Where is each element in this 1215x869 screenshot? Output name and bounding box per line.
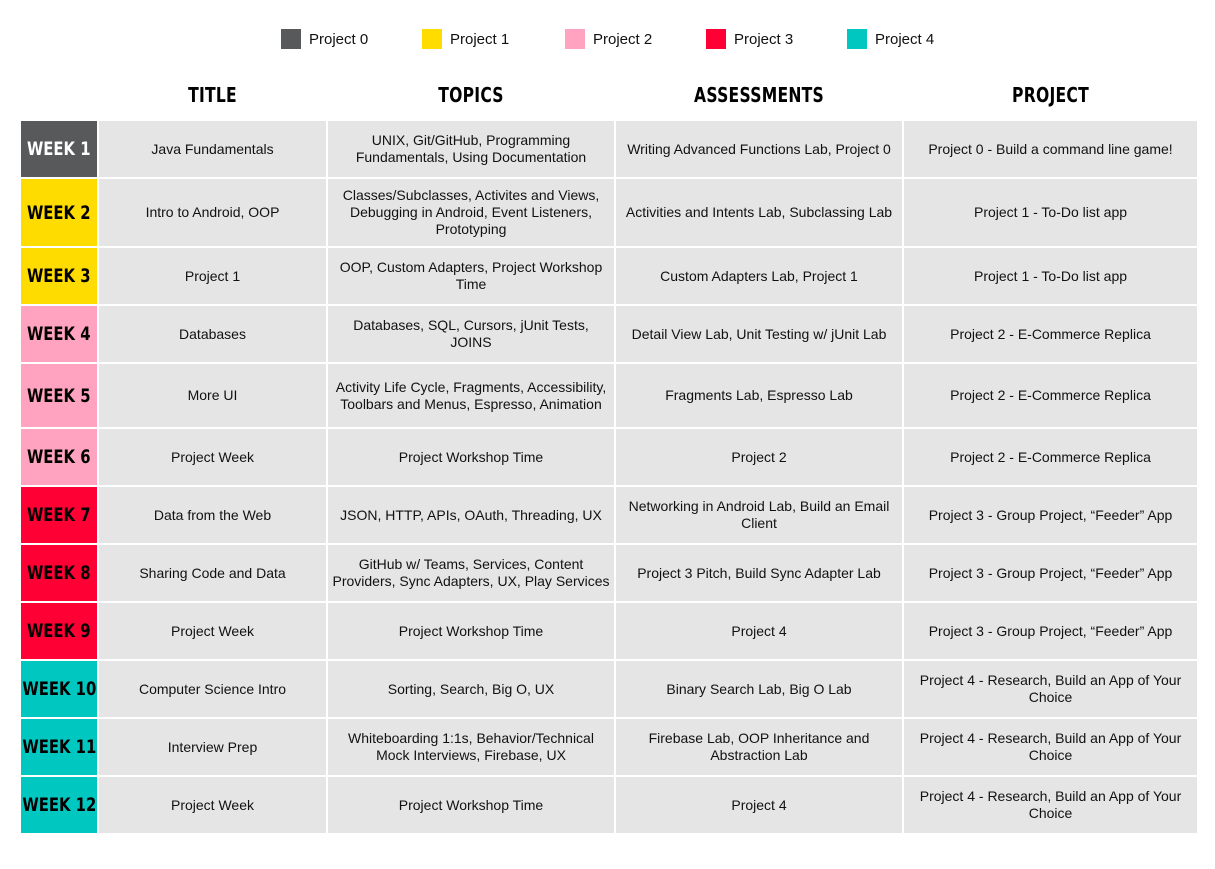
cell-topics: OOP, Custom Adapters, Project Workshop Time — [328, 248, 614, 304]
week-label — [21, 306, 97, 362]
cell-assessments: Binary Search Lab, Big O Lab — [616, 661, 902, 717]
cell-assessments: Project 3 Pitch, Build Sync Adapter Lab — [616, 545, 902, 601]
cell-title: Data from the Web — [99, 487, 326, 543]
cell-title: Project Week — [99, 429, 326, 485]
cell-title: Project 1 — [99, 248, 326, 304]
cell-topics: Project Workshop Time — [328, 429, 614, 485]
legend-item-project-1 — [422, 28, 509, 50]
legend-item-project-4 — [847, 28, 934, 50]
week-label-text: WEEK 12 — [22, 794, 96, 816]
cell-topics: Project Workshop Time — [328, 603, 614, 659]
cell-title: Project Week — [99, 777, 326, 833]
legend-label: Project 1 — [450, 30, 510, 48]
cell-topics: UNIX, Git/GitHub, Programming Fundamentals, Using Documentation — [328, 121, 614, 177]
cell-project: Project 3 - Group Project, “Feeder” App — [904, 545, 1197, 601]
week-label-text: WEEK 5 — [27, 384, 91, 407]
cell-title: Databases — [99, 306, 326, 362]
cell-project: Project 2 - E-Commerce Replica — [904, 364, 1197, 427]
week-label-text: WEEK 6 — [27, 446, 91, 468]
week-label-text: WEEK 7 — [27, 504, 91, 526]
week-label-text: WEEK 9 — [27, 620, 91, 642]
cell-assessments: Fragments Lab, Espresso Lab — [616, 364, 902, 427]
cell-project: Project 4 - Research, Build an App of Your Choice — [904, 719, 1197, 775]
legend — [0, 28, 1215, 50]
cell-topics: JSON, HTTP, APIs, OAuth, Threading, UX — [328, 487, 614, 543]
week-label — [21, 429, 97, 485]
legend-swatch — [422, 29, 442, 49]
week-label-text: WEEK 8 — [27, 562, 91, 584]
week-label-text: WEEK 11 — [22, 736, 96, 758]
legend-item-project-0 — [281, 28, 368, 50]
cell-title: Intro to Android, OOP — [99, 179, 326, 246]
legend-swatch — [565, 29, 585, 49]
legend-swatch — [847, 29, 867, 49]
week-label — [21, 487, 97, 543]
cell-topics: Sorting, Search, Big O, UX — [328, 661, 614, 717]
cell-project: Project 3 - Group Project, “Feeder” App — [904, 487, 1197, 543]
legend-item-project-3 — [706, 28, 793, 50]
week-label — [21, 545, 97, 601]
cell-topics: Whiteboarding 1:1s, Behavior/Technical Mock Interviews, Firebase, UX — [328, 719, 614, 775]
week-label-text: WEEK 10 — [22, 678, 96, 700]
cell-title: Project Week — [99, 603, 326, 659]
week-label — [21, 179, 97, 246]
cell-assessments: Project 4 — [616, 777, 902, 833]
cell-project: Project 2 - E-Commerce Replica — [904, 306, 1197, 362]
cell-assessments: Project 4 — [616, 603, 902, 659]
cell-title: More UI — [99, 364, 326, 427]
cell-topics: Activity Life Cycle, Fragments, Accessibility, Toolbars and Menus, Espresso, Animation — [328, 364, 614, 427]
table-header — [0, 80, 1215, 110]
legend-label: Project 2 — [593, 30, 653, 48]
week-label-text: WEEK 1 — [27, 138, 91, 160]
cell-assessments: Detail View Lab, Unit Testing w/ jUnit Lab — [616, 306, 902, 362]
cell-topics: GitHub w/ Teams, Services, Content Providers, Sync Adapters, UX, Play Services — [328, 545, 614, 601]
week-label — [21, 121, 97, 177]
cell-project: Project 2 - E-Commerce Replica — [904, 429, 1197, 485]
cell-title: Computer Science Intro — [99, 661, 326, 717]
legend-label: Project 4 — [875, 30, 935, 48]
header-project: PROJECT — [1012, 83, 1089, 107]
week-label — [21, 603, 97, 659]
legend-swatch — [706, 29, 726, 49]
cell-assessments: Project 2 — [616, 429, 902, 485]
cell-project: Project 1 - To-Do list app — [904, 179, 1197, 246]
week-label — [21, 777, 97, 833]
header-title: TITLE — [188, 83, 237, 107]
cell-project: Project 3 - Group Project, “Feeder” App — [904, 603, 1197, 659]
cell-topics: Databases, SQL, Cursors, jUnit Tests, JOINS — [328, 306, 614, 362]
cell-assessments: Firebase Lab, OOP Inheritance and Abstraction Lab — [616, 719, 902, 775]
cell-title: Interview Prep — [99, 719, 326, 775]
week-label-text: WEEK 3 — [27, 265, 91, 287]
schedule-table — [21, 121, 1195, 825]
cell-project: Project 1 - To-Do list app — [904, 248, 1197, 304]
cell-assessments: Custom Adapters Lab, Project 1 — [616, 248, 902, 304]
week-label-text: WEEK 2 — [27, 201, 91, 224]
cell-title: Java Fundamentals — [99, 121, 326, 177]
week-label — [21, 661, 97, 717]
legend-item-project-2 — [565, 28, 652, 50]
legend-swatch — [281, 29, 301, 49]
cell-project: Project 4 - Research, Build an App of Your Choice — [904, 777, 1197, 833]
cell-project: Project 0 - Build a command line game! — [904, 121, 1197, 177]
legend-label: Project 0 — [309, 30, 369, 48]
cell-topics: Classes/Subclasses, Activites and Views, Debugging in Android, Event Listeners, Prototyping — [328, 179, 614, 246]
header-assessments: ASSESSMENTS — [694, 83, 824, 107]
cell-assessments: Activities and Intents Lab, Subclassing Lab — [616, 179, 902, 246]
legend-label: Project 3 — [734, 30, 794, 48]
week-label — [21, 364, 97, 427]
cell-assessments: Networking in Android Lab, Build an Email Client — [616, 487, 902, 543]
week-label-text: WEEK 4 — [27, 323, 91, 345]
week-label — [21, 719, 97, 775]
week-label — [21, 248, 97, 304]
cell-title: Sharing Code and Data — [99, 545, 326, 601]
cell-project: Project 4 - Research, Build an App of Your Choice — [904, 661, 1197, 717]
cell-topics: Project Workshop Time — [328, 777, 614, 833]
header-topics: TOPICS — [438, 83, 504, 107]
cell-assessments: Writing Advanced Functions Lab, Project 0 — [616, 121, 902, 177]
